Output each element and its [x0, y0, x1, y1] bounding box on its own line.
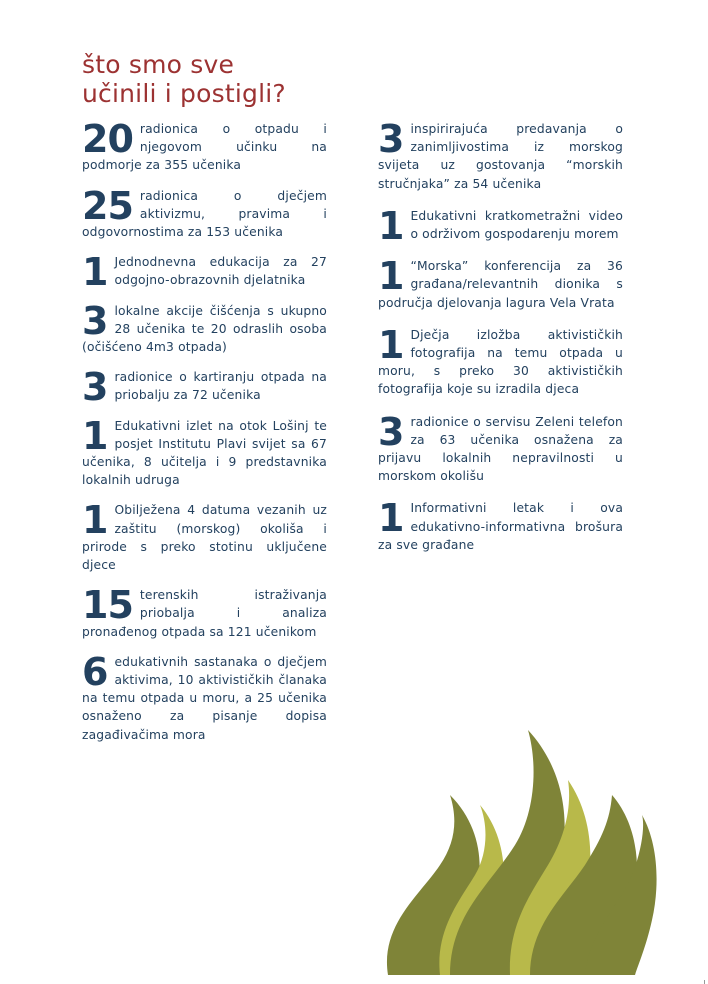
item-number: 1	[82, 498, 108, 543]
item-text: “Morska” konferencija za 36 građana/relevantnih dionika s područja djelovanja lagura Vela Vrata	[378, 259, 623, 310]
item-number: 1	[378, 322, 404, 367]
list-item	[378, 322, 623, 399]
list-item	[82, 117, 327, 175]
left-column	[82, 117, 327, 744]
title-line-2: učinili i postigli?	[82, 79, 286, 108]
list-item	[82, 498, 327, 574]
item-number: 15	[82, 583, 133, 628]
item-number: 6	[82, 649, 108, 694]
item-number: 3	[378, 117, 404, 161]
list-item	[82, 413, 327, 490]
item-number: 3	[82, 365, 108, 410]
list-item	[82, 183, 327, 242]
item-text: Jednodnevna edukacija za 27 odgojno-obrazovnih djelatnika	[114, 255, 327, 288]
item-text: Edukativni kratkometražni video o održivom gospodarenju morem	[410, 208, 623, 242]
item-number: 20	[82, 117, 133, 161]
item-number: 25	[82, 183, 133, 228]
page-title	[82, 50, 286, 108]
list-item	[82, 649, 327, 744]
item-number: 3	[378, 409, 404, 454]
item-text: Dječja izložba aktivističkih fotografija na temu otpada u moru, s preko 30 aktivističkih fotografija koje su izradila djeca	[378, 327, 623, 397]
list-item	[82, 250, 327, 295]
item-number: 1	[378, 203, 404, 248]
item-text: lokalne akcije čišćenja s ukupno 28 učenika te 20 odraslih osoba (očišćeno 4m3 otpada)	[82, 303, 327, 355]
item-number: 3	[82, 298, 108, 343]
list-item	[378, 203, 623, 248]
title-line-1: što smo sve	[82, 50, 235, 79]
right-column	[378, 117, 623, 554]
item-text: radionica o otpadu i njegovom učinku na podmorje za 355 učenika	[82, 122, 327, 173]
list-item	[378, 117, 623, 193]
item-text: edukativnih sastanaka o dječjem aktivima, 10 aktivističkih članaka na temu otpada u moru, a 25 učenika osnaženo za pisanje dopisa zagađivačima mora	[82, 654, 327, 742]
list-item	[378, 496, 623, 554]
item-number: 1	[82, 413, 108, 458]
list-item	[378, 409, 623, 486]
item-text: Obilježena 4 datuma vezanih uz zaštitu (morskog) okoliša i prirode s preko stotinu uključene djece	[82, 503, 327, 573]
item-number: 1	[378, 254, 404, 299]
list-item	[82, 365, 327, 410]
item-text: Informativni letak i ova edukativno-informativna brošura za sve građane	[378, 501, 623, 552]
item-number: 1	[378, 496, 404, 541]
page-edge-mark	[704, 980, 705, 984]
seagrass-illustration	[380, 725, 660, 980]
item-text: Edukativni izlet na otok Lošinj te posjet Institutu Plavi svijet sa 67 učenika, 8 učitelja i 9 predstavnika lokalnih udruga	[82, 418, 327, 488]
item-text: radionica o dječjem aktivizmu, pravima i odgovornostima za 153 učenika	[82, 188, 327, 240]
item-text: terenskih istraživanja priobalja i analiza pronađenog otpada sa 121 učenikom	[82, 588, 327, 639]
list-item	[82, 298, 327, 357]
list-item	[82, 583, 327, 641]
list-item	[378, 254, 623, 312]
item-text: radionice o kartiranju otpada na priobalju za 72 učenika	[114, 370, 327, 403]
item-number: 1	[82, 250, 108, 295]
item-text: radionice o servisu Zeleni telefon za 63 učenika osnažena za prijavu lokalnih nepravilnosti u morskom okolišu	[378, 414, 623, 484]
item-text: inspirirajuća predavanja o zanimljivostima iz morskog svijeta uz gostovanja “morskih stručnjaka” za 54 učenika	[378, 122, 623, 191]
